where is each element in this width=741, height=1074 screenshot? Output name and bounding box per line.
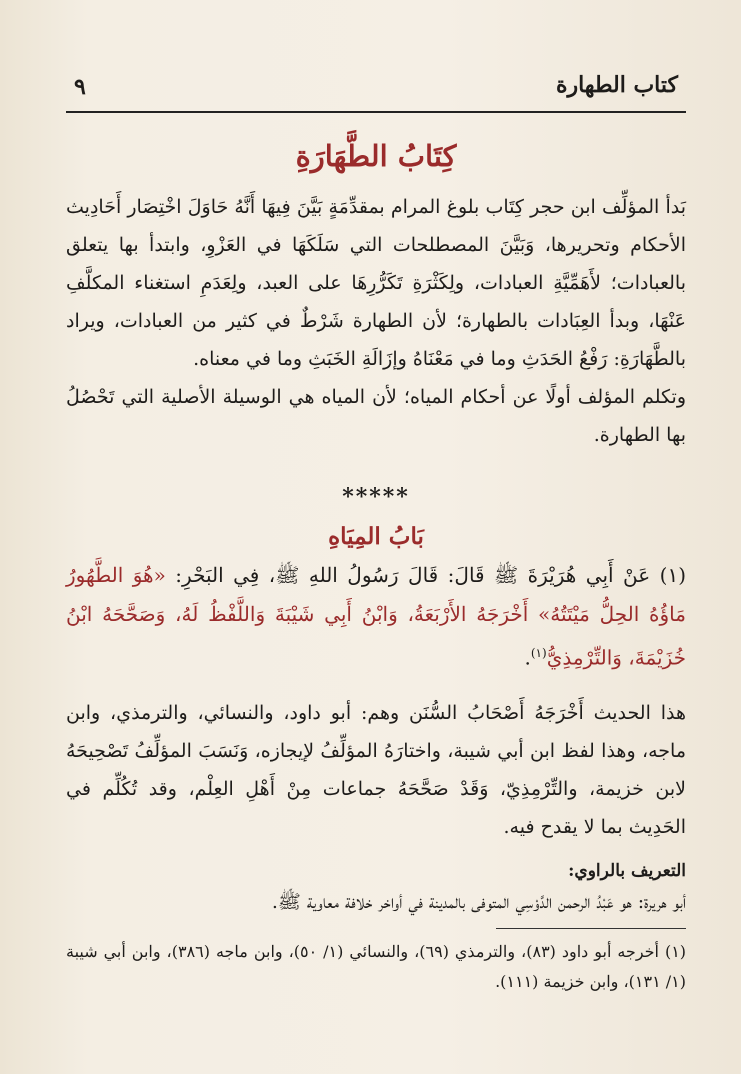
- intro-paragraph: بَدأ المؤلِّف ابن حجر كِتَاب بلوغ المرام بمقدِّمَةٍ بَيَّنَ فِيهَا أَنَّهُ حَاوَلَ اخْتِصَار أَحَادِيث الأحكام وتحريرها، وَبَيَّنَ المصطلحات التي سَلَكَهَا في العَزْوِ، وابتدأ بها يتعلق بالعبادات؛ لأَهَمِّيَّةِ العبادات، ولِكَثْرَةِ تَكَرُّرِهَا على العبد، ولِعَدَمِ استغناء المكلَّفِ عَنْهَا، وبدأ العِبَادات بالطهارة؛ لأن الطهارة شَرْطٌ في كثير من العبادات، ويراد بالطَّهَارَةِ: رَفْعُ الحَدَثِ وما في مَعْنَاهُ وإزَالَةِ الخَبَثِ وما في معناه.: [66, 196, 686, 370]
- hadith-intro: (١) عَنْ أَبِي هُرَيْرَةَ ﷺ قَالَ: قَالَ رَسُولُ اللهِ ﷺ، فِي البَحْرِ:: [165, 563, 686, 587]
- footnotes: [66, 928, 686, 997]
- page-header: [66, 70, 686, 110]
- page-number: ٩: [74, 74, 86, 100]
- page-body: [66, 128, 686, 918]
- spacer: [66, 678, 686, 694]
- narrator-heading: التعريف بالراوي:: [568, 860, 686, 881]
- footnote-ref[interactable]: (١): [530, 646, 547, 660]
- hadith-end: .: [524, 645, 531, 670]
- narrator-paragraph: أبو هريرة: هو عَبْدُ الرحمن الدَّوْسِي المتوفى بالمدينة في أواخر خلافة معاوية ﷺ.: [271, 890, 686, 913]
- hadith-quote: «هُوَ الطَّهُورُ مَاؤُهُ الحِلُّ مَيْتَتُهُ» أَخْرَجَهُ الأَرْبَعَةُ، وَابْنُ أَبِي شَيْبَةَ وَاللَّفْظُ لَهُ، وَصَحَّحَهُ ابْنُ خُزَيْمَةَ، وَالتِّرْمِذِيُّ: [66, 563, 686, 670]
- footnote-rule: [496, 928, 686, 929]
- section-separator: *****: [342, 484, 410, 510]
- section-title: بَابُ المِيَاهِ: [328, 523, 424, 550]
- footnote: (١) أخرجه أبو داود (٨٣)، والترمذي (٦٩)، والنسائي (١/ ٥٠)، وابن ماجه (٣٨٦)، وابن أبي شيبة (١/ ١٣١)، وابن خزيمة (١١١).: [66, 942, 687, 991]
- header-rule: [66, 111, 686, 113]
- hadith-text: [66, 556, 686, 678]
- commentary-paragraph: هذا الحديث أَخْرَجَهُ أَصْحَابُ السُّنَن وهم: أبو داود، والنسائي، والترمذي، وابن ماجه، وهذا لفظ ابن أبي شيبة، واختارَهُ المؤلِّفُ لإيجازه، وَنَسَبَ المؤلِّفُ تَصْحِيحَهُ لابن خزيمة، والتِّرْمِذِيّ، وَقَدْ صَحَّحَهُ جماعات مِنْ أَهْلِ العِلْم، وقد تُكُلِّم في الحَدِيث بما لا يقدح فيه.: [66, 701, 686, 838]
- chapter-title: كِتَابُ الطَّهَارَةِ: [295, 139, 457, 173]
- intro-paragraph: وتكلم المؤلف أولًا عن أحكام المياه؛ لأن المياه هي الوسيلة الأصلية التي تَحْصُلُ بها الطهارة.: [66, 386, 686, 446]
- running-title: كتاب الطهارة: [555, 72, 678, 98]
